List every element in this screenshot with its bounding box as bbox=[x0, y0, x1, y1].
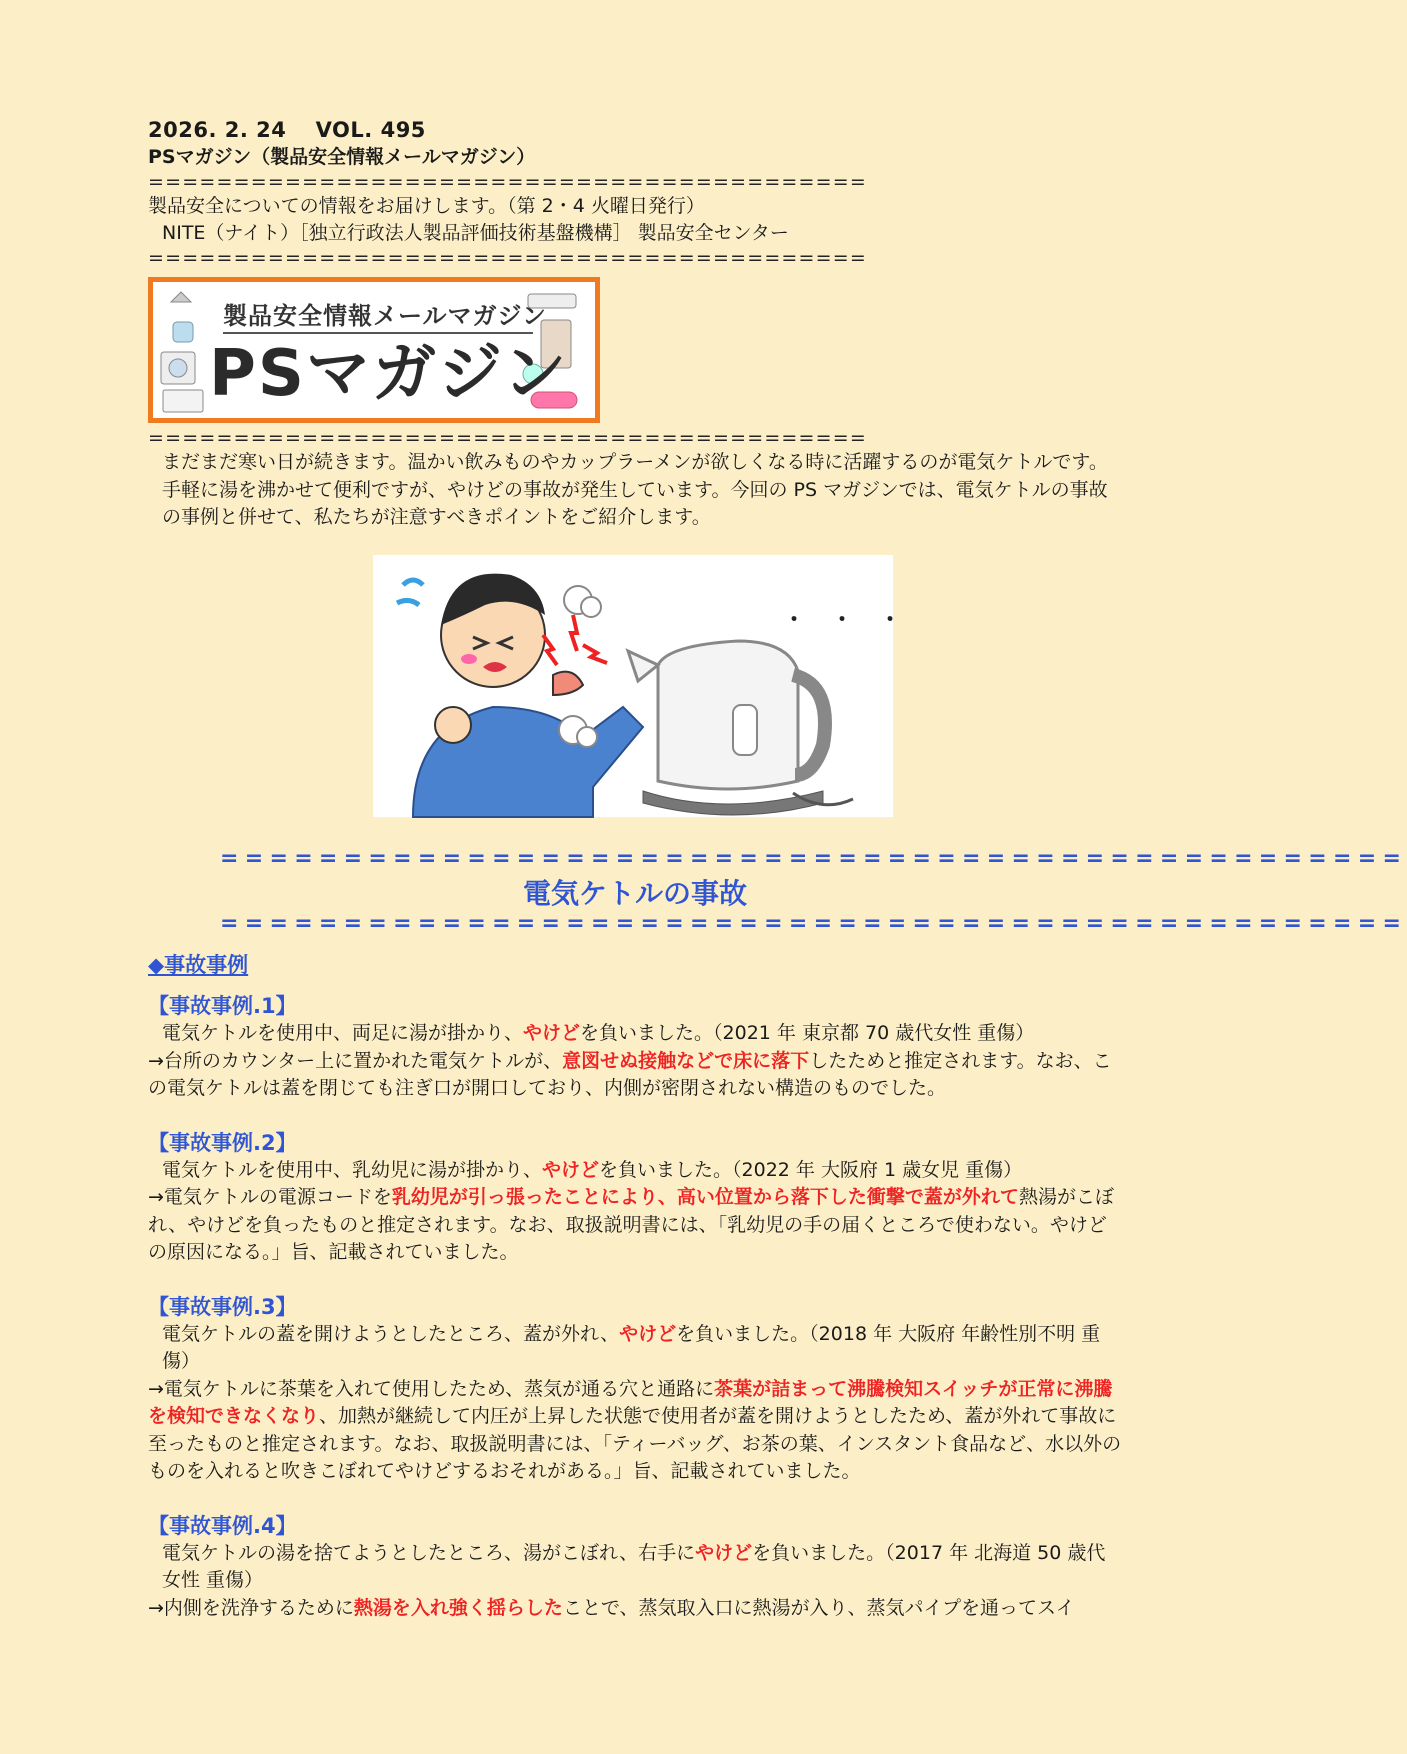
pain-mark bbox=[543, 635, 557, 665]
divider-rule: ========================================== bbox=[148, 247, 868, 269]
lamp-icon bbox=[171, 292, 191, 302]
case-detail: →電気ケトルの電源コードを乳幼児が引っ張ったことにより、高い位置から落下した衝撃で蓋が外れて熱湯がこぼれ、やけどを負ったものと推定されます。なお、取扱説明書には、「乳幼児の手の届くところで使わない。やけどの原因になる。」旨、記載されていました。 bbox=[148, 1186, 1114, 1263]
intro-paragraph: まだまだ寒い日が続きます。温かい飲みものやカップラーメンが欲しくなる時に活躍するのが電気ケトルです。手軽に湯を沸かせて便利ですが、やけどの事故が発生しています。今回の PS マガジンでは、電気ケトルの事故の事例と併せて、私たちが注意すべきポイントをご紹介します。 bbox=[162, 451, 1108, 528]
accident-cases bbox=[148, 950, 1123, 1622]
magazine-name: PSマガジン（製品安全情報メールマガジン） bbox=[148, 146, 536, 168]
sweat-mark bbox=[403, 580, 423, 585]
newsletter-header bbox=[148, 116, 1123, 532]
case-detail: →台所のカウンター上に置かれた電気ケトルが、意図せぬ接触などで床に落下したためと推定されます。なお、この電気ケトルは蓋を閉じても注ぎ口が開口しており、内側が密閉されない構造のものでした。 bbox=[148, 1049, 1112, 1099]
case-summary: 電気ケトルの湯を捨てようとしたところ、湯がこぼれ、右手にやけどを負いました。（2017 年 北海道 50 歳代女性 重傷） bbox=[162, 1541, 1106, 1591]
case-summary: 電気ケトルを使用中、両足に湯が掛かり、やけどを負いました。（2021 年 東京都 70 歳代女性 重傷） bbox=[162, 1022, 1035, 1044]
section-rule-bottom: ================================================ bbox=[220, 911, 1407, 936]
banner-title: PSマガジン bbox=[209, 337, 569, 411]
case-summary: 電気ケトルの蓋を開けようとしたところ、蓋が外れ、やけどを負いました。（2018 年 大阪府 年齢性別不明 重傷） bbox=[162, 1322, 1101, 1372]
intro-line: 製品安全についての情報をお届けします。（第 2・4 火曜日発行） bbox=[148, 195, 705, 217]
case-label: 【事故事例.4】 bbox=[148, 1513, 297, 1538]
divider-rule: ========================================== bbox=[148, 171, 868, 193]
case-detail: →内側を洗浄するために熱湯を入れ強く揺らしたことで、蒸気取入口に熱湯が入り、蒸気パイプを通ってスイ bbox=[148, 1596, 1075, 1619]
cases-heading: ◆事故事例 bbox=[148, 953, 249, 977]
case-item bbox=[148, 1129, 1123, 1267]
kettle-burn-illustration bbox=[373, 555, 904, 817]
banner-subtitle: 製品安全情報メールマガジン bbox=[223, 302, 547, 330]
microwave-icon bbox=[163, 390, 203, 412]
case-item bbox=[148, 1293, 1123, 1486]
burned-hand bbox=[553, 672, 583, 695]
case-item bbox=[148, 1512, 1123, 1623]
publisher-line: NITE（ナイト）［独立行政法人製品評価技術基盤機構］ 製品安全センター bbox=[162, 222, 789, 244]
fan-icon bbox=[173, 322, 193, 342]
issue-date-volume: 2026. 2. 24 VOL. 495 bbox=[148, 118, 426, 142]
case-label: 【事故事例.3】 bbox=[148, 1294, 297, 1319]
case-label: 【事故事例.1】 bbox=[148, 994, 297, 1018]
case-item bbox=[148, 992, 1123, 1103]
ellipsis-dots: ・ ・ ・ bbox=[783, 608, 904, 633]
case-detail: →電気ケトルに茶葉を入れて使用したため、蒸気が通る穴と通路に茶葉が詰まって沸騰検知スイッチが正常に沸騰を検知できなくなり、加熱が継続して内圧が上昇した状態で使用者が蓋を開けようとしたため、蓋が外れて事故に至ったものと推定されます。なお、取扱説明書には、「ティーバッグ、お茶の葉、インスタント食品など、水以外のものを入れると吹きこぼれてやけどするおそれがある。」旨、記載されていました。 bbox=[148, 1377, 1122, 1482]
ps-magazine-banner bbox=[148, 277, 600, 423]
case-summary: 電気ケトルを使用中、乳幼児に湯が掛かり、やけどを負いました。（2022 年 大阪府 1 歳女児 重傷） bbox=[162, 1158, 1023, 1181]
section-rule-top: ================================================ bbox=[220, 846, 1407, 871]
electric-kettle bbox=[658, 641, 798, 789]
case-label: 【事故事例.2】 bbox=[148, 1130, 297, 1155]
section-title: 電気ケトルの事故 bbox=[522, 877, 747, 910]
divider-rule: ========================================== bbox=[148, 427, 868, 449]
person-fist bbox=[435, 707, 471, 743]
